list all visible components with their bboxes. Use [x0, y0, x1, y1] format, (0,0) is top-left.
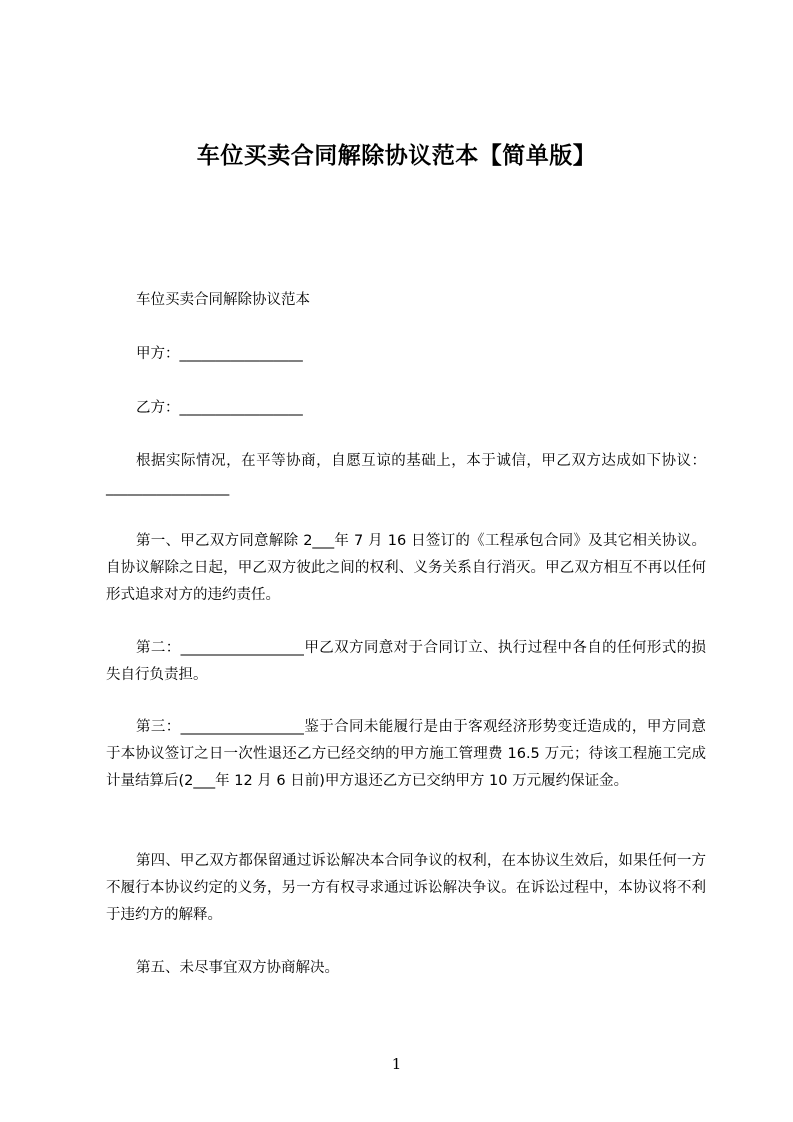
clause-3-paragraph: 第三：_________________鉴于合同未能履行是由于客观经济形势变迁造成的，甲方同意于本协议签订之日一次性退还乙方已经交纳的甲方施工管理费 16.5 万元；待该工程施工完成计量结算后(2___年 12 月 6 日前)甲方退还乙方已交纳甲方 10 万元履约保证金。	[106, 719, 706, 789]
preamble-paragraph: 根据实际情况，在平等协商，自愿互谅的基础上，本于诚信，甲乙双方达成如下协议：_________________	[106, 453, 706, 496]
clause-1-paragraph: 第一、甲乙双方同意解除 2___年 7 月 16 日签订的《工程承包合同》及其它相关协议。自协议解除之日起，甲乙双方彼此之间的权利、义务关系自行消灭。甲乙双方相互不再以任何形式追求对方的违约责任。	[106, 533, 706, 603]
page-number: 1	[391, 1055, 402, 1073]
party-a-line: 甲方：_________________	[136, 346, 303, 362]
clause-4-paragraph: 第四、甲乙双方都保留通过诉讼解决本合同争议的权利，在本协议生效后，如果任何一方不履行本协议约定的义务，另一方有权寻求通过诉讼解决争议。在诉讼过程中，本协议将不利于违约方的解释。	[106, 853, 706, 923]
clause-5-line: 第五、未尽事宜双方协商解决。	[136, 960, 339, 976]
party-b-line: 乙方：_________________	[136, 400, 303, 416]
document-title: 车位买卖合同解除协议范本【简单版】	[196, 143, 597, 169]
document-subtitle: 车位买卖合同解除协议范本	[136, 292, 310, 308]
clause-2-paragraph: 第二：_________________甲乙双方同意对于合同订立、执行过程中各自的任何形式的损失自行负责担。	[106, 640, 706, 683]
